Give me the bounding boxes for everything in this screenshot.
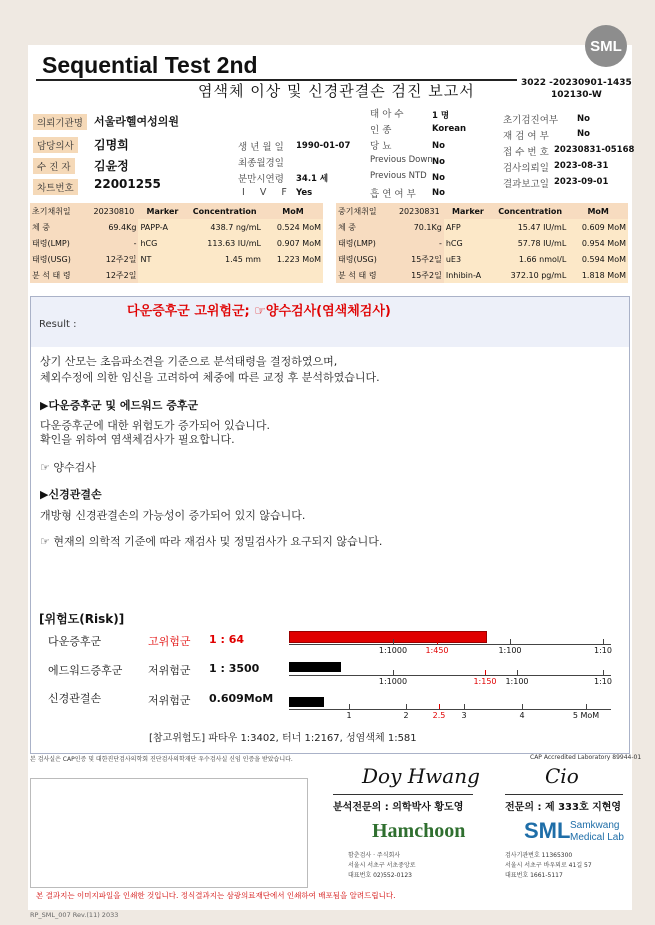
dob-value: 1990-01-07 (296, 141, 351, 151)
scale-tick (510, 639, 511, 644)
second_trimester-cell-value: 20230831 (395, 203, 444, 219)
risk-name-ntd: 신경관결손 (48, 692, 102, 705)
down-risk-line-2: 확인을 위하여 염색체검사가 필요합니다. (40, 433, 235, 446)
smoking-value: No (432, 188, 445, 198)
scale-tick (393, 639, 394, 644)
scale-tick-label: 1 (346, 711, 352, 720)
right-info-3: 대표번호 1661-5117 (505, 872, 563, 879)
risk-group-edwards: 저위험군 (148, 664, 191, 677)
first_trimester-cell-conc: Concentration (186, 203, 263, 219)
prev-ntd-value: No (432, 173, 445, 183)
first_trimester-cell-value: 12주2일 (89, 267, 138, 283)
risk-ratio-ntd: 0.609MoM (209, 692, 274, 705)
second_trimester-cell-label: 태령(USG) (336, 251, 395, 267)
sml-logo: SML (585, 25, 627, 67)
scale-tick (393, 670, 394, 675)
age-value: 34.1 세 (296, 174, 329, 184)
first_trimester-row (30, 267, 323, 283)
scale-tick (517, 670, 518, 675)
fetus-value: 1 명 (432, 111, 450, 121)
scale-tick (603, 639, 604, 644)
chart-label: 차트번호 (33, 179, 78, 195)
second_trimester-cell-value: - (395, 235, 444, 251)
left-info-1: 함춘검사 · 주식회사 (348, 852, 401, 859)
receipt-label: 접 수 번 호 (503, 147, 549, 158)
risk-bar-down (289, 631, 487, 643)
right-signature: Cio (545, 764, 579, 788)
first_trimester-row (30, 235, 323, 251)
second_trimester-cell-mom: 0.954 MoM (568, 235, 628, 251)
scale-line-ntd (289, 709, 611, 710)
first-test-value: No (577, 114, 590, 124)
first_trimester-cell-mom (263, 267, 323, 283)
institution-label: 의뢰기관명 (33, 114, 87, 130)
document-id (521, 77, 632, 101)
first-test-label: 초기검진여부 (503, 115, 559, 126)
second_trimester-cell-conc: 57.78 IU/mL (492, 235, 568, 251)
result-headline: 다운증후군 고위험군; ☞양수검사(염색체검사) (127, 304, 391, 319)
first_trimester-cell-value: 12주2일 (89, 251, 138, 267)
first_trimester-cell-mom: 0.524 MoM (263, 219, 323, 235)
second_trimester-cell-marker: AFP (444, 219, 492, 235)
scale-tick (586, 704, 587, 709)
smoking-label: 흡 연 여 부 (370, 189, 416, 200)
scale-line-down (289, 644, 611, 645)
prev-ntd-label: Previous NTD (370, 171, 427, 181)
second_trimester-cell-label: 태령(LMP) (336, 235, 395, 251)
scale-tick-label: 1:10 (594, 646, 612, 655)
institution-value: 서울라헬여성의원 (94, 115, 180, 128)
dob-label: 생 년 월 일 (238, 142, 284, 153)
risk-bar-edwards (289, 662, 341, 672)
scale-tick (603, 670, 604, 675)
first_trimester-cell-mom: 1.223 MoM (263, 251, 323, 267)
first_trimester-cell-label: 분 석 태 령 (30, 267, 89, 283)
first_trimester-cell-marker (138, 267, 186, 283)
left-signer: 분석전문의 : 의학박사 황도영 (333, 802, 464, 813)
second_trimester-cell-mom: 0.594 MoM (568, 251, 628, 267)
scale-tick-label: 1:100 (505, 677, 529, 686)
first_trimester-cell-marker: NT (138, 251, 186, 267)
ntd-line: 개방형 신경관결손의 가능성이 증가되어 있지 않습니다. (40, 509, 306, 522)
second_trimester-cell-value: 70.1Kg (395, 219, 444, 235)
first_trimester-row (30, 219, 323, 235)
examinee-value: 김윤정 (94, 159, 129, 173)
scale-tick-label: 5 MoM (572, 711, 600, 720)
notes-box (30, 778, 308, 888)
scale-tick-label: 4 (519, 711, 525, 720)
scale-tick-label: 1:1000 (378, 677, 408, 686)
first_trimester-cell-mom: 0.907 MoM (263, 235, 323, 251)
diabetes-label: 당 뇨 (370, 141, 392, 152)
down-risk-line-1: 다운증후군에 대한 위험도가 증가되어 있습니다. (40, 419, 271, 432)
scale-tick (406, 704, 407, 709)
report-subtitle: 염색체 이상 및 신경관결손 검진 보고서 (198, 82, 475, 100)
footer-notice: 본 결과지는 이미지파일을 인쇄한 것입니다. 정식결과지는 삼광의료재단에서 인쇄하여 배포됨을 알려드립니다. (36, 891, 396, 900)
right-signer: 전문의 : 제 333호 지현영 (505, 802, 622, 813)
scale-tick-label: 1:100 (498, 646, 522, 655)
scale-tick-label: 3 (461, 711, 467, 720)
ivf-value: Yes (296, 188, 313, 198)
second_trimester-cell-value: 15주2일 (395, 251, 444, 267)
second_trimester-row (336, 251, 628, 267)
left-info-2: 서울시 서초구 서초중앙로 (348, 862, 416, 869)
doc-id-line2: 102130-W (550, 90, 602, 100)
sml-logo-2: SML (524, 818, 571, 843)
second_trimester-cell-mom: 1.818 MoM (568, 267, 628, 283)
scale-tick-label: 1:1000 (378, 646, 408, 655)
retest-label: 재 검 여 부 (503, 131, 549, 142)
ivf-label: I V F (242, 187, 293, 198)
doc-id-line1: 3022 -20230901-1435 (521, 78, 632, 88)
scale-tick-label: 1:450 (425, 646, 449, 655)
fetus-label: 태 아 수 (370, 109, 404, 120)
doctor-label: 담당의사 (33, 137, 78, 153)
first_trimester-row (30, 203, 323, 219)
prev-down-label: Previous Down (370, 155, 433, 165)
left-sign-line (333, 794, 473, 795)
prev-down-value: No (432, 157, 445, 167)
second_trimester-cell-conc: Concentration (492, 203, 568, 219)
risk-ratio-edwards: 1 : 3500 (209, 662, 260, 675)
retest-value: No (577, 129, 590, 139)
second_trimester-row (336, 267, 628, 283)
reference-risk: [참고위험도] 파타우 1:3402, 터너 1:2167, 성염색체 1:581 (149, 733, 417, 744)
report-title: Sequential Test 2nd (42, 52, 258, 78)
request-date-value: 2023-08-31 (554, 161, 609, 171)
first_trimester-cell-conc: 113.63 IU/mL (186, 235, 263, 251)
risk-name-down: 다운증후군 (48, 635, 102, 648)
second_trimester-cell-label: 분 석 태 령 (336, 267, 395, 283)
risk-group-down: 고위험군 (148, 635, 191, 648)
race-label: 인 종 (370, 125, 392, 136)
first-trimester-table (30, 203, 323, 283)
first_trimester-cell-label: 체 중 (30, 219, 89, 235)
risk-bar-ntd (289, 697, 324, 707)
second_trimester-row (336, 235, 628, 251)
risk-ratio-down: 1 : 64 (209, 633, 245, 646)
first_trimester-cell-conc (186, 267, 263, 283)
second_trimester-row (336, 219, 628, 235)
first_trimester-cell-value: - (89, 235, 138, 251)
first_trimester-cell-mom: MoM (263, 203, 323, 219)
second_trimester-cell-marker: Marker (444, 203, 492, 219)
report-date-label: 결과보고일 (503, 179, 549, 190)
first_trimester-row (30, 251, 323, 267)
cap-text: CAP Accredited Laboratory 89944-01 (530, 754, 642, 761)
scale-tick-label: 1:150 (473, 677, 497, 686)
first_trimester-cell-label: 태령(LMP) (30, 235, 89, 251)
examinee-label: 수 진 자 (33, 158, 75, 174)
report-date-value: 2023-09-01 (554, 177, 609, 187)
scale-tick (437, 639, 438, 644)
right-info-2: 서울시 서초구 바우뫼로 41길 57 (505, 862, 592, 869)
second_trimester-cell-mom: MoM (568, 203, 628, 219)
scale-tick (485, 670, 486, 675)
first_trimester-cell-label: 초기채취일 (30, 203, 89, 219)
second-trimester-table (336, 203, 628, 283)
sml-logo-text-2: Medical Lab (570, 832, 624, 843)
amnio-recommend: ☞ 양수검사 (40, 461, 96, 474)
second_trimester-cell-mom: 0.609 MoM (568, 219, 628, 235)
recheck-line: ☞ 현재의 의학적 기준에 따라 재검사 및 정밀검사가 요구되지 않습니다. (40, 535, 383, 548)
lmp-label: 최종월경일 (238, 158, 284, 169)
first_trimester-cell-marker: hCG (138, 235, 186, 251)
intro-line-2: 체외수정에 의한 임신을 고려하여 체중에 따른 교정 후 분석하였습니다. (40, 371, 380, 384)
receipt-value: 20230831-05168 (554, 145, 635, 155)
scale-tick (522, 704, 523, 709)
second_trimester-cell-conc: 15.47 IU/mL (492, 219, 568, 235)
form-code: RP_SML_007 Rev.(11) 2033 (30, 911, 119, 919)
sml-logo-text-1: Samkwang (570, 820, 620, 831)
scale-line-edwards (289, 675, 611, 676)
second_trimester-cell-marker: hCG (444, 235, 492, 251)
second_trimester-cell-marker: Inhibin-A (444, 267, 492, 283)
risk-name-edwards: 에드워드증후군 (48, 664, 123, 677)
accreditation-text: 본 검사실은 CAP인증 및 대한진단검사의학회 진단검사의학재단 우수검사실 신임 인증을 받았습니다. (30, 756, 293, 763)
scale-tick-label: 1:10 (594, 677, 612, 686)
second_trimester-cell-conc: 372.10 pg/mL (492, 267, 568, 283)
scale-tick-label: 2 (403, 711, 409, 720)
result-label: Result : (39, 319, 77, 330)
second_trimester-cell-value: 15주2일 (395, 267, 444, 283)
section-down-edwards: ▶다운증후군 및 에드워드 증후군 (40, 399, 199, 412)
first_trimester-cell-value: 20230810 (89, 203, 138, 219)
first_trimester-cell-marker: Marker (138, 203, 186, 219)
age-label: 분만시연령 (238, 174, 284, 185)
left-signature: Doy Hwang (362, 764, 480, 788)
result-box (30, 296, 630, 754)
right-sign-line (505, 794, 623, 795)
request-date-label: 검사의뢰일 (503, 163, 549, 174)
first_trimester-cell-conc: 438.7 ng/mL (186, 219, 263, 235)
scale-tick (349, 704, 350, 709)
section-ntd: ▶신경관결손 (40, 488, 102, 501)
second_trimester-row (336, 203, 628, 219)
race-value: Korean (432, 124, 467, 134)
left-info-3: 대표번호 02)552-0123 (348, 872, 412, 879)
risk-title: [위험도(Risk)] (39, 612, 125, 626)
second_trimester-cell-conc: 1.66 nmol/L (492, 251, 568, 267)
doctor-value: 김명희 (94, 138, 129, 152)
first_trimester-cell-label: 태령(USG) (30, 251, 89, 267)
second_trimester-cell-marker: uE3 (444, 251, 492, 267)
chart-value: 22001255 (94, 177, 161, 191)
first_trimester-cell-conc: 1.45 mm (186, 251, 263, 267)
scale-tick-label: 2.5 (432, 711, 446, 720)
second_trimester-cell-label: 체 중 (336, 219, 395, 235)
first_trimester-cell-value: 69.4Kg (89, 219, 138, 235)
risk-group-ntd: 저위험군 (148, 694, 191, 707)
hamchoon-logo: Hamchoon (372, 820, 466, 842)
intro-line-1: 상기 산모는 초음파소견을 기준으로 분석태령을 결정하였으며, (40, 355, 338, 368)
first_trimester-cell-marker: PAPP-A (138, 219, 186, 235)
scale-tick (464, 704, 465, 709)
scale-tick (439, 704, 440, 709)
second_trimester-cell-label: 중기채취일 (336, 203, 395, 219)
diabetes-value: No (432, 141, 445, 151)
right-info-1: 검사기관번호 11365300 (505, 852, 573, 859)
